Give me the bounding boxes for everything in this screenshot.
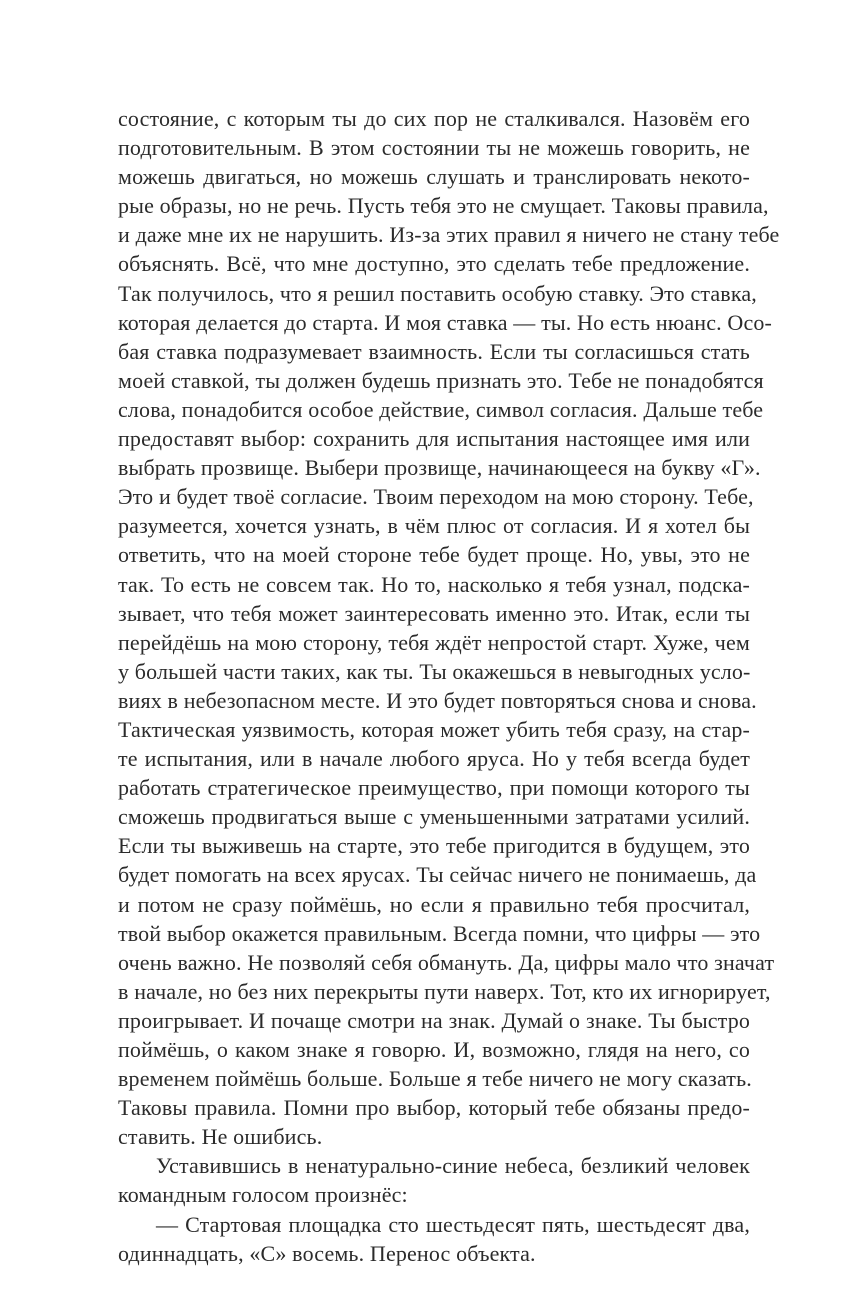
text-line: ответить, что на моей стороне тебе будет проще. Но, увы, это не [118, 542, 750, 568]
text-line: Так получилось, что я решил поставить особую ставку. Это ставка, [118, 280, 757, 306]
text-line: состояние, с которым ты до сих пор не сталкивался. Назовём его [118, 106, 750, 131]
text-line: которая делается до старта. И моя ставка — ты. Но есть нюанс. Осо- [118, 309, 773, 335]
text-line: слова, понадобится особое действие, символ согласия. Дальше тебе [118, 396, 764, 422]
text-line: сможешь продвигаться выше с уменьшенными затратами усилий. [118, 804, 750, 830]
text-line: подготовительным. В этом состоянии ты не можешь говорить, не [118, 135, 750, 161]
text-line: Таковы правила. Помни про выбор, который тебе обязаны предо- [118, 1095, 750, 1121]
text-line: Это и будет твоё согласие. Твоим переходом на мою сторону. Тебе, [118, 484, 754, 510]
text-line: рые образы, но не речь. Пусть тебя это не смущает. Таковы правила, [118, 193, 769, 219]
text-line: одиннадцать, «С» восемь. Перенос объекта. [118, 1240, 536, 1266]
text-line: разумеется, хочется узнать, в чём плюс от согласия. И я хотел бы [118, 513, 750, 539]
paragraph-start-line: Уставившись в ненатурально-синие небеса, безликий человек [156, 1153, 750, 1179]
text-line: бая ставка подразумевает взаимность. Если ты согласишься стать [118, 338, 750, 364]
text-line: моей ставкой, ты должен будешь признать это. Тебе не понадобятся [118, 367, 764, 393]
text-line: проигрывает. И почаще смотри на знак. Думай о знаке. Ты быстро [118, 1007, 750, 1033]
text-line: так. То есть не совсем так. Но то, насколько я тебя узнал, подска- [118, 571, 750, 597]
text-line: командным голосом произнёс: [118, 1182, 408, 1208]
text-line: работать стратегическое преимущество, при помощи которого ты [118, 775, 750, 801]
text-line: перейдёшь на мою сторону, тебя ждёт непростой старт. Хуже, чем [118, 629, 750, 655]
text-line: можешь двигаться, но можешь слушать и транслировать некото- [118, 164, 750, 190]
text-line: Если ты выживешь на старте, это тебе пригодится в будущем, это [118, 833, 750, 859]
text-line: те испытания, или в начале любого яруса. Но у тебя всегда будет [118, 746, 750, 772]
text-line: объяснять. Всё, что мне доступно, это сделать тебе предложение. [118, 251, 750, 277]
text-line: поймёшь, о каком знаке я говорю. И, возможно, глядя на него, со [118, 1037, 750, 1062]
text-line: Тактическая уязвимость, которая может убить тебя сразу, на стар- [118, 716, 750, 742]
text-line: зывает, что тебя может заинтересовать именно это. Итак, если ты [118, 600, 750, 626]
text-line: твой выбор окажется правильным. Всегда помни, что цифры — это [118, 920, 761, 946]
text-line: очень важно. Не позволяй себя обмануть. Да, цифры мало что значат [118, 949, 775, 975]
text-line: временем поймёшь больше. Больше я тебе ничего не могу сказать. [118, 1066, 752, 1092]
text-line: ставить. Не ошибись. [118, 1124, 323, 1150]
text-line: и потом не сразу поймёшь, но если я правильно тебя просчитал, [118, 891, 750, 917]
text-line: и даже мне их не нарушить. Из-за этих правил я ничего не стану тебе [118, 222, 780, 248]
text-line: у большей части таких, как ты. Ты окажешься в невыгодных усло- [118, 658, 751, 684]
text-line: виях в небезопасном месте. И это будет повторяться снова и снова. [118, 687, 757, 713]
text-line: будет помогать на всех ярусах. Ты сейчас ничего не понимаешь, да [118, 862, 757, 888]
dialogue-line: — Стартовая площадка сто шестьдесят пять, шестьдесят два, [156, 1211, 750, 1237]
text-line: предоставят выбор: сохранить для испытания настоящее имя или [118, 426, 750, 452]
text-line: в начале, но без них перекрыты пути наверх. Тот, кто их игнорирует, [118, 978, 771, 1004]
book-page [118, 104, 780, 1268]
text-line: выбрать прозвище. Выбери прозвище, начинающееся на букву «Г». [118, 455, 761, 481]
